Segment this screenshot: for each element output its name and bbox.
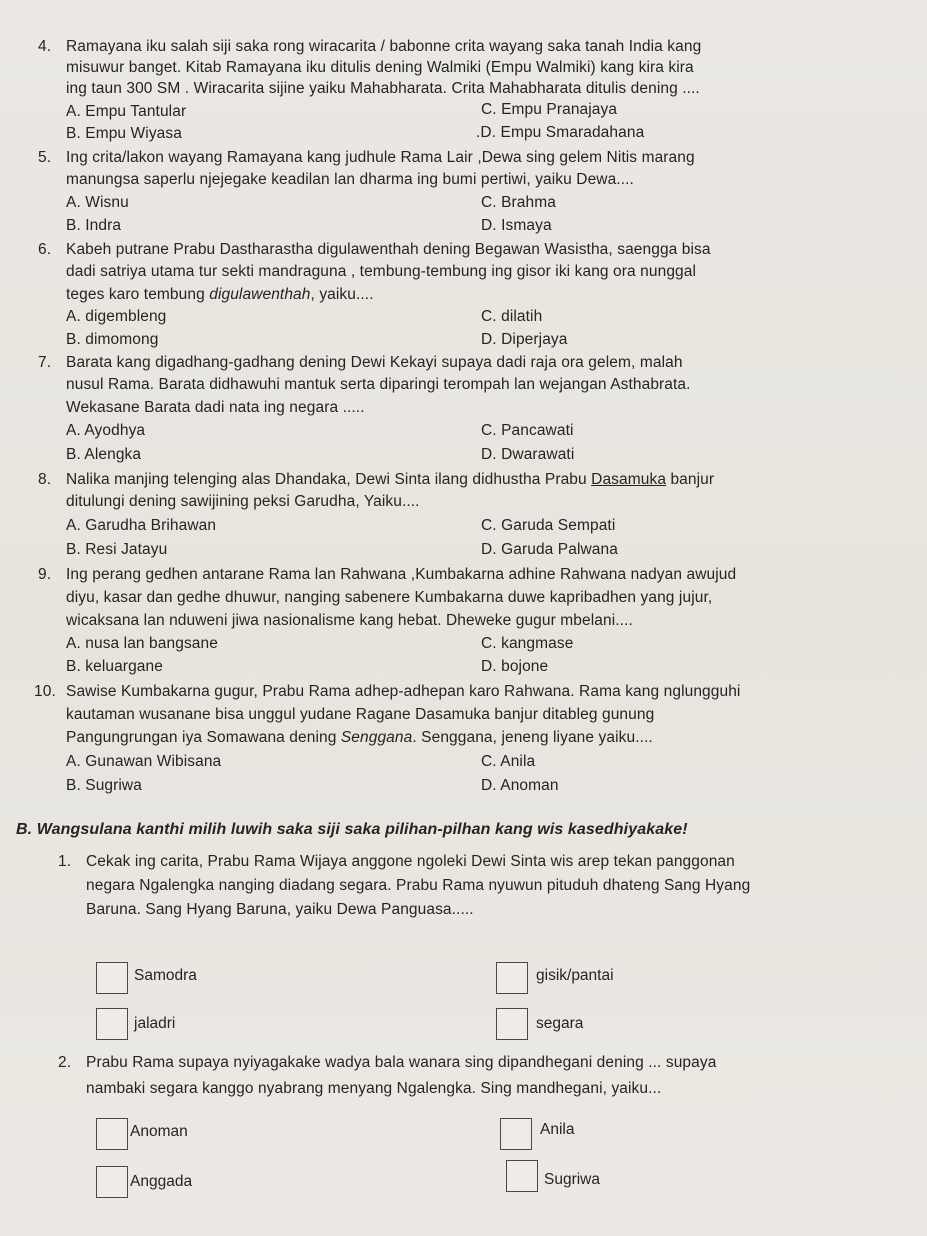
q6-option-b[interactable]: B. dimomong [66,331,159,348]
q7-line-3: Wekasane Barata dadi nata ing negara ..... [66,399,365,416]
q10-option-d[interactable]: D. Anoman [481,777,559,794]
q4-option-a[interactable]: A. Empu Tantular [66,103,187,120]
q10-line-3-start: Pangungrungan iya Somawana dening [66,729,341,746]
q5-option-a[interactable]: A. Wisnu [66,194,129,211]
b2-line-1: Prabu Rama supaya nyiyagakake wadya bala wanara sing dipandhegani dening ... supaya [86,1054,717,1071]
q4-option-d[interactable]: .D. Empu Smaradahana [476,124,645,141]
q7-option-d[interactable]: D. Dwarawati [481,446,575,463]
q5-line-1: Ing crita/lakon wayang Ramayana kang judhule Rama Lair ,Dewa sing gelem Nitis marang [66,149,695,166]
q7-number: 7. [38,354,52,371]
b2-choice-2-label: Anila [540,1121,575,1138]
q8-option-c[interactable]: C. Garuda Sempati [481,517,616,534]
q9-option-c[interactable]: C. kangmase [481,635,574,652]
q5-number: 5. [38,149,52,166]
q9-option-b[interactable]: B. keluargane [66,658,163,675]
q4-line-2: misuwur banget. Kitab Ramayana iku ditulis dening Walmiki (Empu Walmiki) kang kira kira [66,59,694,76]
q6-line-1: Kabeh putrane Prabu Dastharastha digulawenthah dening Begawan Wasistha, saengga bisa [66,241,711,258]
b1-choice-2-label: gisik/pantai [536,967,614,984]
q5-option-d[interactable]: D. Ismaya [481,217,552,234]
q8-option-d[interactable]: D. Garuda Palwana [481,541,618,558]
q4-line-1: Ramayana iku salah siji saka rong wiracarita / babonne crita wayang saka tanah India kang [66,38,702,55]
q6-option-d[interactable]: D. Diperjaya [481,331,568,348]
q4-line-3: ing taun 300 SM . Wiracarita sijine yaiku Mahabharata. Crita Mahabharata ditulis dening .... [66,80,700,97]
q4-option-c[interactable]: C. Empu Pranajaya [481,101,618,118]
q6-line-3-tail: , yaiku.... [310,286,374,303]
b2-choice-1-label: Anoman [130,1123,188,1140]
b2-choice-4-label: Sugriwa [544,1171,600,1188]
b2-choice-3-checkbox[interactable] [96,1166,128,1198]
q10-line-1: Sawise Kumbakarna gugur, Prabu Rama adhep-adhepan karo Rahwana. Rama kang nglungguhi [66,683,741,700]
q4-number: 4. [38,38,52,55]
b1-choice-4-label: segara [536,1015,584,1032]
b2-choice-2-checkbox[interactable] [500,1118,532,1150]
q9-option-d[interactable]: D. bojone [481,658,549,675]
q8-number: 8. [38,471,52,488]
q5-line-2: manungsa saperlu njejegake keadilan lan dharma ing bumi pertiwi, yaiku Dewa.... [66,171,634,188]
b1-line-2: negara Ngalengka nanging diadang segara. Prabu Rama nyuwun pituduh dhateng Sang Hyang [86,877,751,894]
q8-line-2: ditulungi dening sawijining peksi Garudha, Yaiku.... [66,493,420,510]
q7-option-c[interactable]: C. Pancawati [481,422,574,439]
b1-choice-1-checkbox[interactable] [96,962,128,994]
b1-choice-4-checkbox[interactable] [496,1008,528,1040]
q9-line-2: diyu, kasar dan gedhe dhuwur, nanging sabenere Kumbakarna duwe kapribadhen yang jujur, [66,589,713,606]
q10-italic-word: Senggana [340,729,413,746]
b2-choice-4-checkbox[interactable] [506,1160,538,1192]
q8-option-a[interactable]: A. Garudha Brihawan [66,517,217,534]
b2-line-2: nambaki segara kanggo nyabrang menyang Ngalengka. Sing mandhegani, yaiku... [86,1080,662,1097]
q10-option-a[interactable]: A. Gunawan Wibisana [66,753,222,770]
q6-italic-word: digulawenthah [209,286,311,303]
q6-line-2: dadi satriya utama tur sekti mandraguna , tembung-tembung ing gisor iki kang ora nunggal [66,263,697,280]
q10-option-b[interactable]: B. Sugriwa [66,777,142,794]
b1-choice-1-label: Samodra [134,967,197,984]
q10-line-2: kautaman wusanane bisa unggul yudane Ragane Dasamuka banjur ditableg gunung [66,706,655,723]
b1-choice-3-label: jaladri [134,1015,176,1032]
q4-option-b[interactable]: B. Empu Wiyasa [66,125,182,142]
q6-number: 6. [38,241,52,258]
b1-number: 1. [58,853,72,870]
b1-line-3: Baruna. Sang Hyang Baruna, yaiku Dewa Panguasa..... [86,901,474,918]
q9-option-a[interactable]: A. nusa lan bangsane [66,635,218,652]
q9-number: 9. [38,566,52,583]
q9-line-3: wicaksana lan nduweni jiwa nasionalisme kang hebat. Dheweke gugur mbelani.... [66,612,633,629]
q10-line-3 [66,728,653,748]
q5-option-c[interactable]: C. Brahma [481,194,556,211]
q8-option-b[interactable]: B. Resi Jatayu [66,541,168,558]
q8-line-1-tail: banjur [666,471,715,488]
q5-option-b[interactable]: B. Indra [66,217,122,234]
q8-line-1 [66,470,714,490]
q6-option-c[interactable]: C. dilatih [481,308,543,325]
q6-option-a[interactable]: A. digembleng [66,308,167,325]
section-b-heading: B. Wangsulana kanthi milih luwih saka siji saka pilihan-pilhan kang wis kasedhiyakake! [16,821,688,838]
q10-number: 10. [34,683,56,700]
q7-option-b[interactable]: B. Alengka [66,446,142,463]
q6-line-3-start: teges karo tembung [66,286,210,303]
b1-line-1: Cekak ing carita, Prabu Rama Wijaya anggone ngoleki Dewi Sinta wis arep tekan panggonan [86,853,735,870]
b2-choice-3-label: Anggada [130,1173,193,1190]
b1-choice-3-checkbox[interactable] [96,1008,128,1040]
b2-choice-1-checkbox[interactable] [96,1118,128,1150]
q7-line-1: Barata kang digadhang-gadhang dening Dewi Kekayi supaya dadi raja ora gelem, malah [66,354,683,371]
q6-line-3 [66,285,374,305]
q10-line-3-tail: . Senggana, jeneng liyane yaiku.... [412,729,653,746]
q10-option-c[interactable]: C. Anila [481,753,536,770]
q8-line-1-start: Nalika manjing telenging alas Dhandaka, Dewi Sinta ilang didhustha Prabu [66,471,592,488]
q9-line-1: Ing perang gedhen antarane Rama lan Rahwana ,Kumbakarna adhine Rahwana nadyan awujud [66,566,737,583]
q7-line-2: nusul Rama. Barata didhawuhi mantuk serta diparingi terompah lan wejangan Asthabrata. [66,376,691,393]
q7-option-a[interactable]: A. Ayodhya [66,422,146,439]
q8-underlined-word: Dasamuka [591,471,667,488]
b2-number: 2. [58,1054,72,1071]
b1-choice-2-checkbox[interactable] [496,962,528,994]
